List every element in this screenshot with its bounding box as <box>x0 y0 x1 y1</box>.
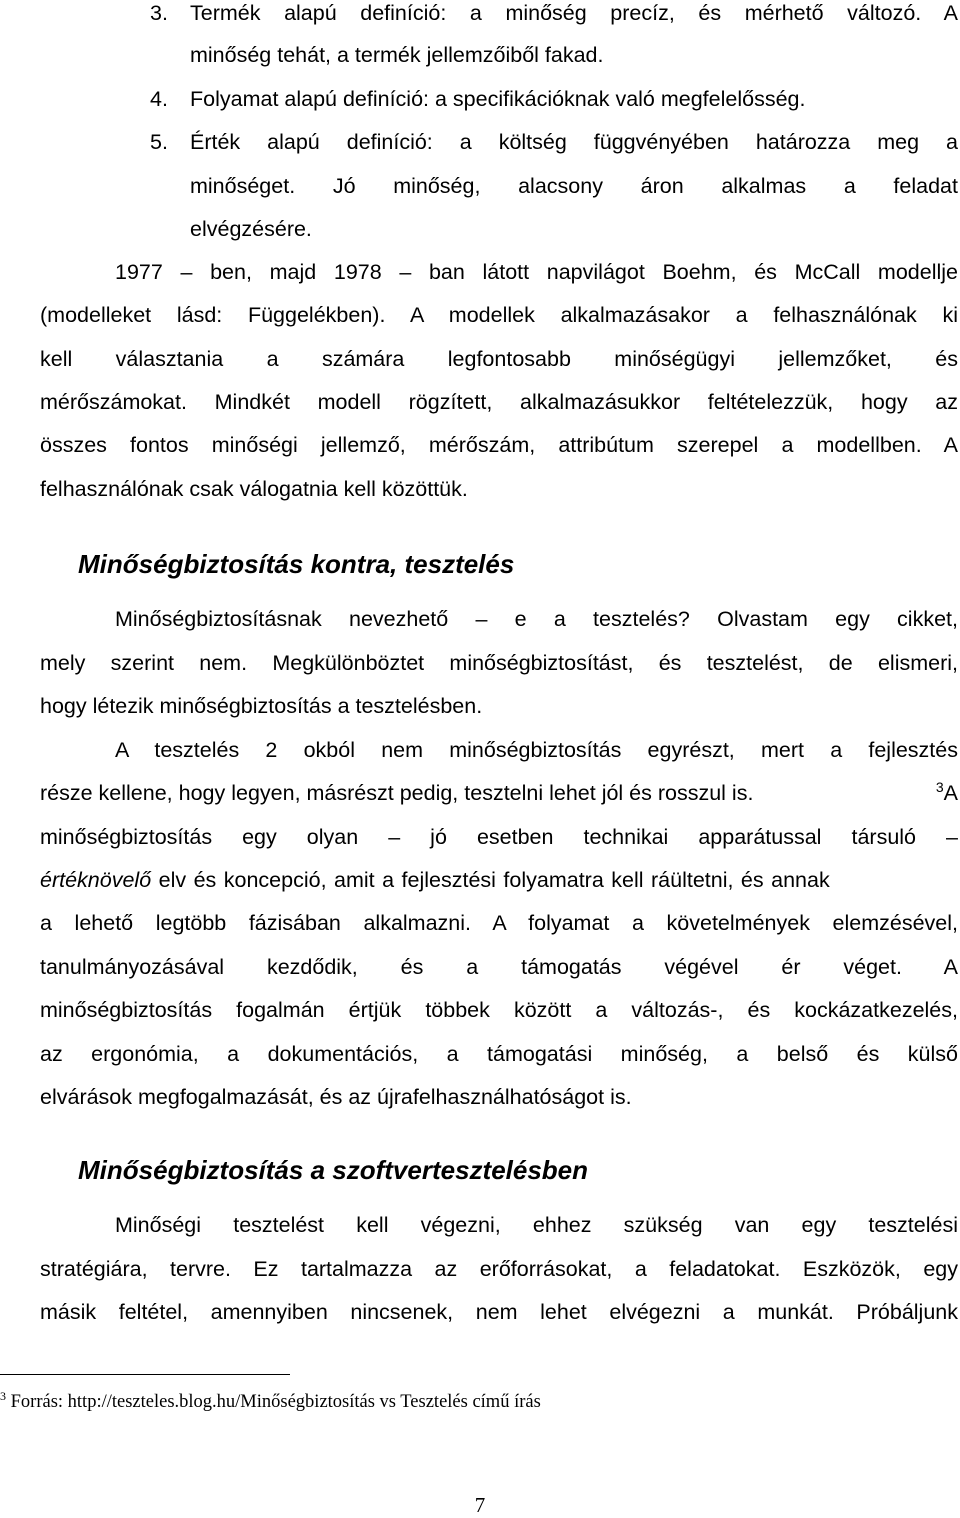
page-number: 7 <box>474 1493 486 1517</box>
footnote-ref-group <box>936 778 958 808</box>
paragraph-line: a lehető legtöbb fázisában alkalmazni. A folyamat a követelmények elemzésével, <box>40 911 958 935</box>
list-text-line: elvégzésére. <box>190 217 312 241</box>
list-text-line: Folyamat alapú definíció: a specifikációknak való megfelelősség. <box>190 87 806 111</box>
paragraph-text: elv és koncepció, amit a fejlesztési folyamatra kell ráültetni, és annak <box>151 868 830 892</box>
paragraph-line: felhasználónak csak válogatnia kell közöttük. <box>40 477 468 501</box>
footnote <box>0 1390 541 1414</box>
paragraph-line: A tesztelés 2 okból nem minőségbiztosítás egyrészt, mert a fejlesztés <box>115 738 958 762</box>
list-number: 5. <box>150 130 168 154</box>
paragraph-line: összes fontos minőségi jellemző, mérőszám, attribútum szerepel a modellben. A <box>40 433 958 457</box>
list-number: 3. <box>150 1 168 25</box>
paragraph-line: elvárások megfogalmazását, és az újrafelhasználhatóságot is. <box>40 1085 632 1109</box>
paragraph-line: kell választania a számára legfontosabb minőségügyi jellemzőket, és <box>40 347 958 371</box>
section-heading: Minőségbiztosítás a szoftvertesztelésben <box>78 1155 589 1185</box>
list-text-line: minőséget. Jó minőség, alacsony áron alkalmas a feladat <box>190 174 958 198</box>
paragraph-line: 1977 – ben, majd 1978 – ban látott napvilágot Boehm, és McCall modellje <box>115 260 958 284</box>
list-text-line: Érték alapú definíció: a költség függvényében határozza meg a <box>190 130 958 154</box>
paragraph-line: mérőszámokat. Mindkét modell rögzített, alkalmazásukkor feltételezzük, hogy az <box>40 390 958 414</box>
list-number: 4. <box>150 87 168 111</box>
paragraph-line: az ergonómia, a dokumentációs, a támogatási minőség, a belső és külső <box>40 1042 958 1066</box>
section-heading: Minőségbiztosítás kontra, tesztelés <box>78 549 515 579</box>
paragraph-line: Minőségbiztosításnak nevezhető – e a tesztelés? Olvastam egy cikket, <box>115 607 958 631</box>
paragraph-line: Minőségi tesztelést kell végezni, ehhez szükség van egy tesztelési <box>115 1213 958 1237</box>
list-text-line: Termék alapú definíció: a minőség precíz, és mérhető változó. A <box>190 1 958 25</box>
footnote-text[interactable]: Forrás: http://teszteles.blog.hu/Minőségbiztosítás vs Tesztelés című írás <box>10 1392 541 1412</box>
footnote-marker: 3 <box>0 1389 6 1403</box>
paragraph-line: tanulmányozásával kezdődik, és a támogatás végével ér véget. A <box>40 955 958 979</box>
paragraph-line: mely szerint nem. Megkülönböztet minőségbiztosítást, és tesztelést, de elismeri, <box>40 651 958 675</box>
paragraph-line: másik feltétel, amennyiben nincsenek, nem lehet elvégezni a munkát. Próbáljunk <box>40 1300 958 1324</box>
list-text-line: minőség tehát, a termék jellemzőiből fakad. <box>190 43 604 67</box>
paragraph-line: minőségbiztosítás fogalmán értjük többek között a változás-, és kockázatkezelés, <box>40 998 958 1022</box>
paragraph-text: A <box>943 781 958 805</box>
emphasis-text: értéknövelő <box>40 868 152 892</box>
paragraph-line: hogy létezik minőségbiztosítás a tesztelésben. <box>40 694 483 718</box>
paragraph-line: stratégiára, tervre. Ez tartalmazza az erőforrásokat, a feladatokat. Eszközök, egy <box>40 1257 958 1281</box>
paragraph-line <box>40 865 958 895</box>
paragraph-line: (modelleket lásd: Függelékben). A modellek alkalmazásakor a felhasználónak ki <box>40 303 958 327</box>
paragraph-line <box>40 778 958 808</box>
footnote-separator <box>0 1374 290 1375</box>
footnote-reference[interactable]: 3 <box>935 779 944 795</box>
paragraph-text: része kellene, hogy legyen, másrészt pedig, tesztelni lehet jól és rosszul is. <box>40 781 754 805</box>
paragraph-line: minőségbiztosítás egy olyan – jó esetben technikai apparátussal társuló – <box>40 825 958 849</box>
